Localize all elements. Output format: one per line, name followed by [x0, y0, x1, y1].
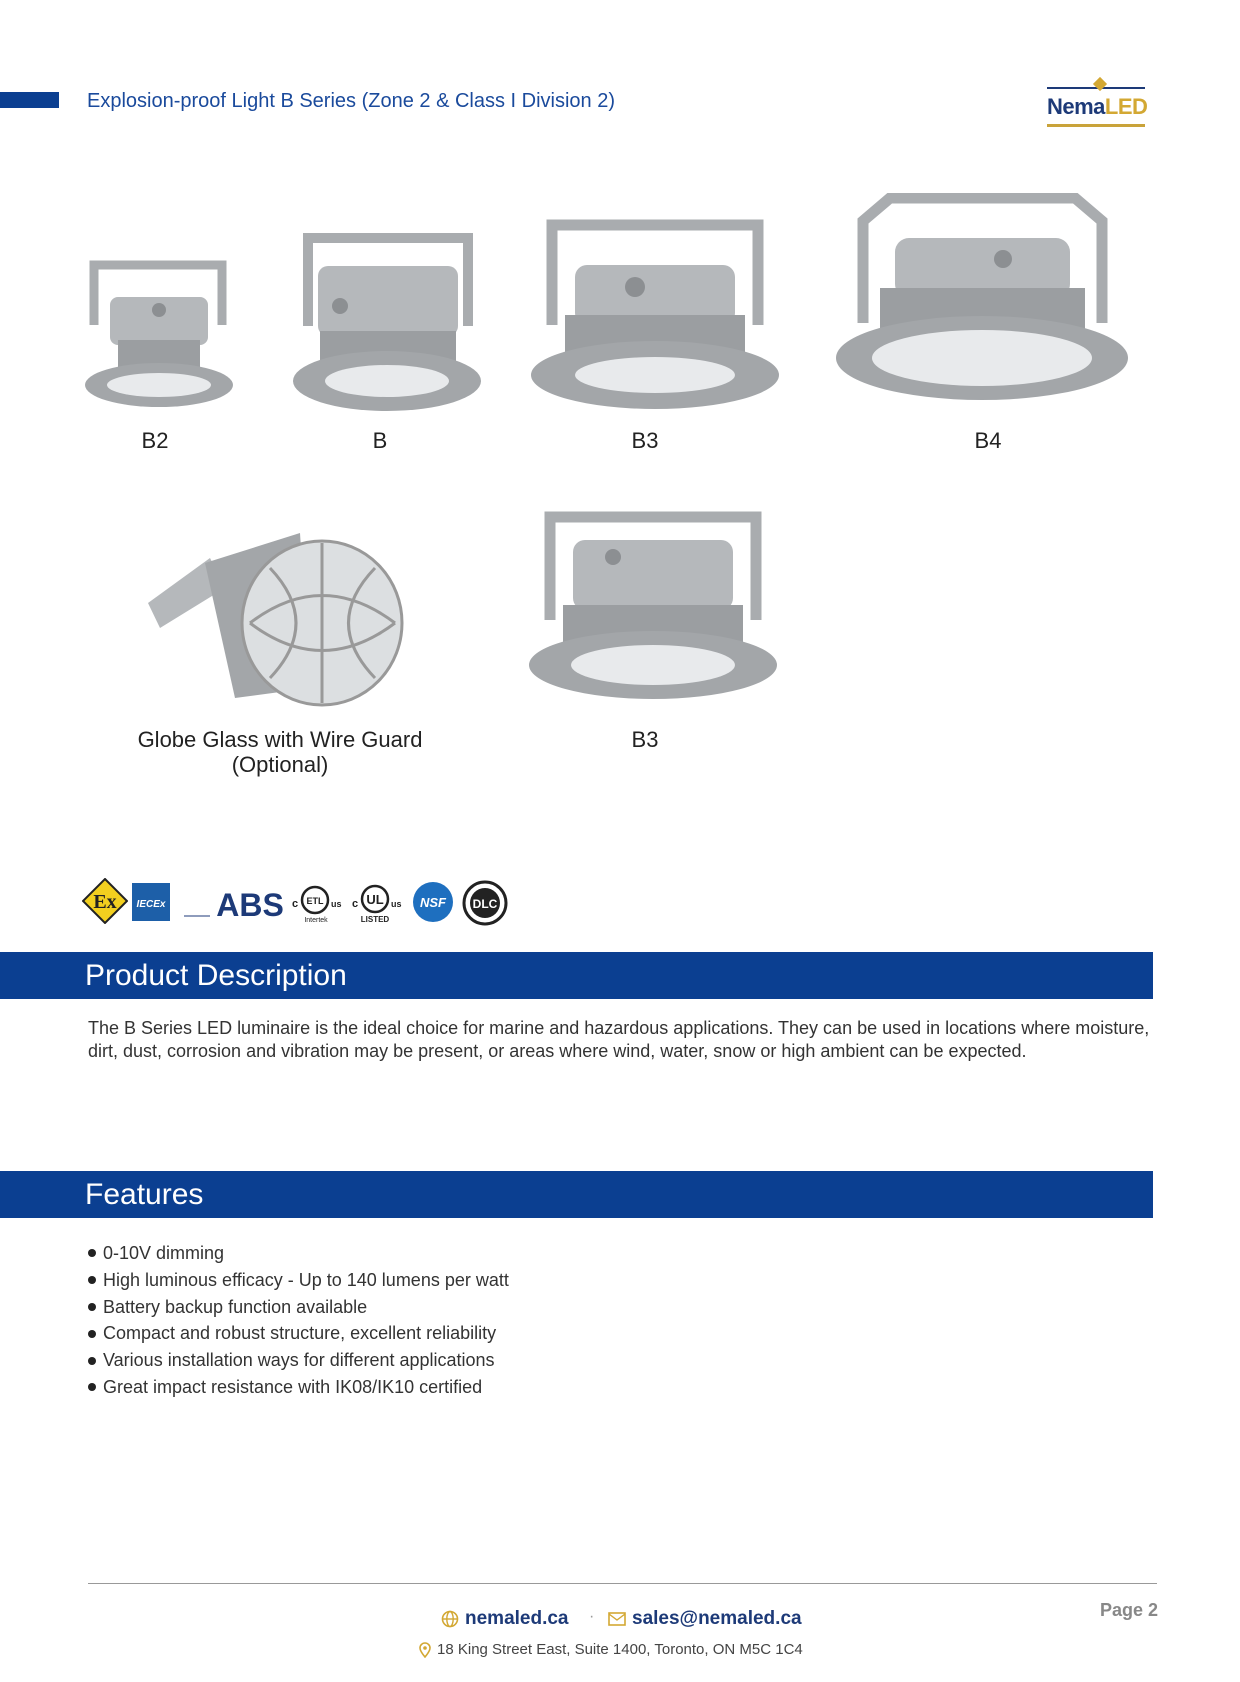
product-label-b: B [372, 428, 388, 453]
features-band [0, 1171, 1153, 1218]
feature-item: 0-10V dimming [88, 1240, 509, 1267]
product-label-b4: B4 [974, 428, 1002, 453]
bullet-icon [88, 1357, 96, 1365]
svg-text:us: us [391, 899, 402, 909]
feature-item: Battery backup function available [88, 1294, 509, 1321]
product-image-b [290, 226, 485, 416]
iecex-icon [132, 883, 170, 921]
product-label-globe-wire-guard: Globe Glass with Wire Guard (Optional) [137, 727, 423, 777]
product-label-b2: B2 [141, 428, 169, 453]
mail-icon [608, 1612, 626, 1626]
svg-text:LISTED: LISTED [360, 915, 390, 924]
feature-item: High luminous efficacy - Up to 140 lumens per watt [88, 1267, 509, 1294]
product-image-b3-angle [528, 505, 778, 700]
svg-text:DLC: DLC [472, 897, 498, 911]
product-image-b4 [835, 193, 1130, 413]
bullet-icon [88, 1249, 96, 1257]
svg-text:NSF: NSF [420, 895, 446, 910]
nsf-icon [412, 881, 454, 923]
product-label-b3-2: B3 [631, 727, 659, 752]
footer-address: 18 King Street East, Suite 1400, Toronto, ON M5C 1C4 [419, 1641, 803, 1658]
svg-text:UL: UL [366, 892, 384, 907]
bullet-icon [88, 1276, 96, 1284]
product-image-b3-front [530, 215, 780, 415]
svg-text:Ex: Ex [93, 891, 117, 913]
header-accent-bar [0, 92, 59, 108]
svg-text:IECEx: IECEx [136, 899, 166, 910]
svg-text:c: c [292, 898, 299, 910]
product-description-band [0, 952, 1153, 999]
atex-ex-icon [82, 878, 128, 924]
feature-item: Various installation ways for different applications [88, 1347, 509, 1374]
product-description-title: Product Description [85, 959, 347, 992]
product-description-text: The B Series LED luminaire is the ideal choice for marine and hazardous applications. They can be used in locations where moisture, dirt, dust, corrosion and vibration may be present, or areas where wind, water, snow or high ambient can be expected. [88, 1018, 1150, 1061]
feature-item: Great impact resistance with IK08/IK10 certified [88, 1374, 509, 1401]
footer-website[interactable]: nemaled.ca [441, 1608, 569, 1630]
product-image-b2 [82, 255, 237, 415]
feature-item: Compact and robust structure, excellent reliability [88, 1320, 509, 1347]
footer-divider [88, 1583, 1157, 1584]
nemaled-logo: NemaLED [1045, 78, 1149, 130]
globe-icon [441, 1610, 459, 1628]
svg-text:ETL: ETL [306, 896, 324, 906]
dlc-icon [462, 880, 508, 926]
bullet-icon [88, 1383, 96, 1391]
ul-listed-icon [350, 878, 406, 924]
footer-email[interactable]: sales@nemaled.ca [608, 1608, 802, 1630]
svg-text:us: us [331, 899, 342, 909]
svg-text:ABS: ABS [216, 887, 284, 922]
features-title: Features [85, 1178, 204, 1211]
page-header-title: Explosion-proof Light B Series (Zone 2 & Class I Division 2) [87, 90, 616, 112]
map-pin-icon [419, 1642, 431, 1658]
page-number: Page 2 [1100, 1600, 1159, 1620]
etl-listed-icon [290, 878, 346, 924]
product-label-b3: B3 [631, 428, 659, 453]
features-list [88, 1240, 509, 1401]
certification-logos [82, 878, 522, 926]
bullet-icon [88, 1303, 96, 1311]
product-image-globe-wire-guard [140, 528, 410, 713]
svg-text:Intertek: Intertek [304, 917, 328, 924]
footer-separator: · [589, 1608, 595, 1625]
bullet-icon [88, 1330, 96, 1338]
abs-icon [184, 884, 288, 922]
svg-text:c: c [352, 898, 359, 910]
